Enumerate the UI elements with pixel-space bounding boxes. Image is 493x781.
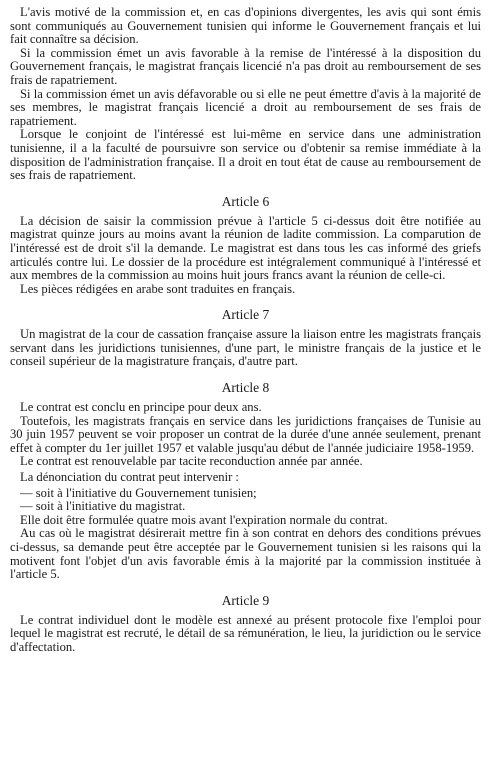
paragraph: Un magistrat de la cour de cassation française assure la liaison entre les magistrats français servant dans les juridictions tunisiennes, d'une part, le ministre français de la justice et le conseil supérieur de la magistrature français, d'autre part.: [10, 327, 481, 369]
article-heading: Article 9: [221, 592, 270, 608]
paragraph: Le contrat individuel dont le modèle est annexé au présent protocole fixe l'emploi pour lequel le magistrat est recruté, le détail de sa rémunération, le lieu, la juridiction ou le service d'affectation.: [10, 612, 481, 654]
paragraph: Lorsque le conjoint de l'intéressé est lui-même en service dans une administration tunisienne, il a la faculté de poursuivre son service ou d'obtenir sa remise immédiate à la disposition de l'administration française. Il a droit en tout état de cause au remboursement de ses frais de rapatriement.: [10, 127, 481, 183]
paragraph: Si la commission émet un avis favorable à la remise de l'intéressé à la disposition du Gouvernement français, le magistrat français licencié n'a pas droit au remboursement de ses frais de rapatriement.: [10, 45, 481, 87]
paragraph: Si la commission émet un avis défavorable ou si elle ne peut émettre d'avis à la majorité de ses membres, le magistrat français licencié a droit au remboursement de ses frais de rapatriement.: [10, 86, 481, 128]
article-heading: Article 7: [221, 307, 270, 323]
paragraph: Le contrat est conclu en principe pour deux ans.: [20, 400, 262, 415]
paragraph: Les pièces rédigées en arabe sont traduites en français.: [20, 281, 296, 296]
paragraph: Toutefois, les magistrats français en service dans les juridictions françaises de Tunisie au 30 juin 1957 peuvent se voir proposer un contrat de la durée d'une année seulement, prenant effet à compter du 1er juillet 1957 et valable jusqu'au début de l'année judiciaire 1958-1959.: [10, 413, 481, 455]
paragraph: Le contrat est renouvelable par tacite reconduction année par année.: [20, 454, 363, 469]
list-item: — soit à l'initiative du Gouvernement tunisien;: [20, 485, 257, 500]
paragraph: La décision de saisir la commission prévue à l'article 5 ci-dessus doit être notifiée au magistrat quinze jours au moins avant la réunion de ladite commission. La comparution de l'intéressé est de droit s'il la demande. Le magistrat est dans tous les cas informé des griefs articulés contre lui. Le dossier de la procédure est intégralement communiqué à l'intéressé et aux membres de la commission au moins huit jours francs avant la réunion de celle-ci.: [10, 213, 481, 283]
paragraph: Au cas où le magistrat désirerait mettre fin à son contrat en dehors des conditions prévues ci-dessus, sa demande peut être acceptée par le Gouvernement tunisien si les raisons qui la motivent font l'objet d'un avis favorable émis à la majorité par la commission instituée à l'article 5.: [10, 526, 481, 582]
paragraph: Elle doit être formulée quatre mois avant l'expiration normale du contrat.: [20, 512, 388, 527]
paragraph: L'avis motivé de la commission et, en cas d'opinions divergentes, les avis qui sont émis sont communiqués au Gouvernement tunisien qui informe le Gouvernement français et lui fait connaître sa décision.: [10, 5, 481, 47]
article-heading: Article 6: [221, 193, 270, 209]
list-item: — soit à l'initiative du magistrat.: [20, 499, 186, 514]
paragraph: La dénonciation du contrat peut intervenir :: [20, 470, 239, 485]
article-heading: Article 8: [221, 380, 270, 396]
